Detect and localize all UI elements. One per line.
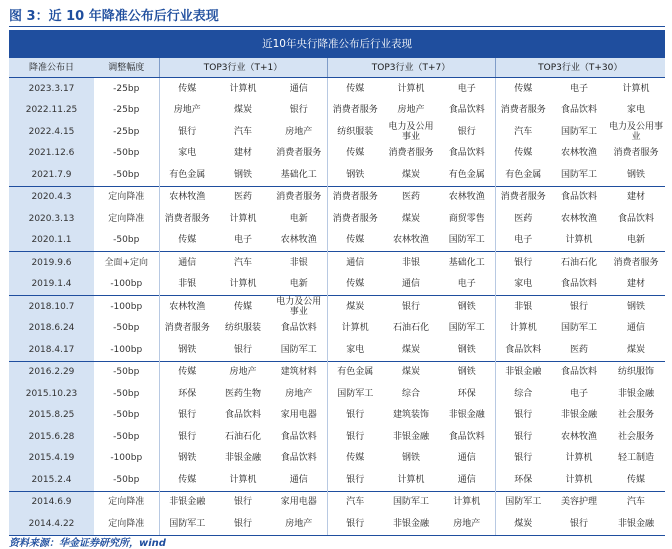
industry-cell-t30: 国防军工 <box>560 126 597 137</box>
industry-cell-t1: 家用电器 <box>280 410 317 421</box>
industry-cell-t7: 国防军工 <box>383 491 439 513</box>
industry-cell-t7: 计算机 <box>397 83 425 94</box>
industry-cell-t1: 汽车 <box>215 252 271 274</box>
industry-cell-t30: 国防军工 <box>560 323 597 334</box>
table-row <box>9 469 665 491</box>
industry-cell-t30: 计算机 <box>495 318 551 340</box>
industry-cell-t1: 纺织服装 <box>224 323 261 334</box>
industry-cell-t1: 农林牧渔 <box>159 296 215 318</box>
cut-size-cell: -50bp <box>94 361 159 383</box>
cut-date-cell: 2015.2.4 <box>9 469 94 491</box>
industry-cell-t1: 食品饮料 <box>280 453 317 464</box>
industry-cell-t1: 银行 <box>215 513 271 535</box>
industry-cell-t30: 美容护理 <box>551 491 607 513</box>
industry-cell-t30: 银行 <box>551 296 607 318</box>
industry-cell-t1: 电力及公用事业 <box>271 296 327 318</box>
industry-cell-t7: 通信 <box>457 453 476 464</box>
header-top3-t7: TOP3行业（T+7） <box>327 58 495 78</box>
industry-cell-t1: 家用电器 <box>271 491 327 513</box>
industry-cell-t30: 农林牧渔 <box>560 148 597 159</box>
cut-date-cell: 2015.4.19 <box>9 448 94 470</box>
industry-cell-t30: 食品饮料 <box>551 361 607 383</box>
industry-cell-t1: 银行 <box>159 405 215 427</box>
table-row <box>9 230 665 252</box>
industry-cell-t1: 有色金属 <box>159 164 215 186</box>
industry-cell-t30: 农林牧渔 <box>560 431 597 442</box>
industry-cell-t7: 房地产 <box>439 513 495 535</box>
industry-cell-t30: 食品饮料 <box>495 339 551 361</box>
industry-cell-t7: 农林牧渔 <box>439 186 495 208</box>
industry-cell-t1: 银行 <box>215 491 271 513</box>
cut-date-cell: 2018.10.7 <box>9 296 94 318</box>
industry-cell-t1: 房地产 <box>159 100 215 122</box>
industry-cell-t7: 食品饮料 <box>448 431 485 442</box>
industry-cell-t7: 纺织服装 <box>327 121 383 143</box>
industry-cell-t1: 家电 <box>159 143 215 165</box>
cut-date-cell: 2022.11.25 <box>9 100 94 122</box>
industry-cell-t1: 国防军工 <box>159 513 215 535</box>
industry-cell-t7: 商贸零售 <box>448 213 485 224</box>
industry-cell-t7: 煤炭 <box>401 169 420 180</box>
industry-cell-t7: 传媒 <box>327 274 383 296</box>
industry-cell-t1: 通信 <box>159 252 215 274</box>
header-top3-t30: TOP3行业（T+30） <box>495 58 665 78</box>
cut-size-cell: -100bp <box>110 279 143 290</box>
title-rule <box>9 26 665 27</box>
industry-cell-t1: 计算机 <box>229 279 257 290</box>
industry-cell-t1: 环保 <box>159 383 215 405</box>
industry-cell-t1: 计算机 <box>229 474 257 485</box>
table-row <box>9 361 665 383</box>
industry-cell-t7: 农林牧渔 <box>392 235 429 246</box>
industry-cell-t30: 消费者服务 <box>613 148 659 159</box>
industry-cell-t1: 传媒 <box>159 361 215 383</box>
industry-cell-t7: 非银金融 <box>448 410 485 421</box>
industry-cell-t1: 计算机 <box>229 213 257 224</box>
cut-date-cell: 2021.7.9 <box>9 164 94 186</box>
industry-cell-t30: 社会服务 <box>618 431 655 442</box>
industry-cell-t30: 电新 <box>627 235 646 246</box>
table-body <box>9 78 665 536</box>
industry-cell-t30: 食品饮料 <box>560 105 597 116</box>
cut-size-cell: -50bp <box>113 148 140 159</box>
table-row <box>9 383 665 405</box>
industry-cell-t7: 汽车 <box>327 491 383 513</box>
table-row <box>9 426 665 448</box>
industry-cell-t30: 建材 <box>627 279 646 290</box>
industry-cell-t1: 医药生物 <box>224 388 261 399</box>
industry-cell-t30: 环保 <box>495 469 551 491</box>
industry-cell-t30: 农林牧渔 <box>560 213 597 224</box>
industry-cell-t7: 有色金属 <box>448 169 485 180</box>
table-row <box>9 318 665 340</box>
industry-cell-t7: 房地产 <box>397 105 425 116</box>
cut-size-cell: -25bp <box>113 83 140 94</box>
industry-cell-t1: 通信 <box>289 474 308 485</box>
table-row <box>9 186 665 208</box>
industry-cell-t1: 国防军工 <box>280 344 317 355</box>
industry-cell-t7: 传媒 <box>327 78 383 100</box>
industry-cell-t30: 医药 <box>569 344 588 355</box>
table-row <box>9 491 665 513</box>
industry-cell-t1: 传媒 <box>159 78 215 100</box>
industry-cell-t30: 石油石化 <box>551 252 607 274</box>
industry-cell-t30: 银行 <box>551 513 607 535</box>
industry-cell-t30: 计算机 <box>565 453 593 464</box>
industry-cell-t1: 建筑材料 <box>271 361 327 383</box>
cut-date-cell: 2016.2.29 <box>9 361 94 383</box>
industry-cell-t1: 基础化工 <box>280 169 317 180</box>
industry-cell-t1: 通信 <box>289 83 308 94</box>
table-title: 近10年央行降准公布后行业表现 <box>9 30 665 58</box>
industry-cell-t7: 银行 <box>457 126 476 137</box>
industry-cell-t1: 传媒 <box>159 230 215 252</box>
industry-cell-t30: 通信 <box>627 323 646 334</box>
industry-cell-t7: 煤炭 <box>327 296 383 318</box>
cut-size-cell: -100bp <box>94 296 159 318</box>
industry-cell-t30: 汽车 <box>607 491 665 513</box>
industry-cell-t30: 非银金融 <box>495 361 551 383</box>
industry-cell-t7: 银行 <box>327 469 383 491</box>
cut-date-cell: 2015.8.25 <box>9 405 94 427</box>
industry-cell-t30: 钢铁 <box>627 169 646 180</box>
industry-cell-t1: 房地产 <box>285 388 313 399</box>
industry-cell-t7: 消费者服务 <box>388 148 434 159</box>
industry-cell-t1: 传媒 <box>215 296 271 318</box>
cut-size-cell: 定向降准 <box>94 491 159 513</box>
industry-cell-t7: 医药 <box>383 186 439 208</box>
cut-size-cell: -100bp <box>110 453 143 464</box>
industry-cell-t7: 通信 <box>457 474 476 485</box>
table-row <box>9 100 665 122</box>
industry-cell-t7: 通信 <box>401 279 420 290</box>
industry-cell-t1: 传媒 <box>159 469 215 491</box>
industry-cell-t7: 食品饮料 <box>448 105 485 116</box>
industry-cell-t30: 电子 <box>495 230 551 252</box>
cut-size-cell: -50bp <box>113 474 140 485</box>
industry-cell-t7: 建筑装饰 <box>392 410 429 421</box>
industry-cell-t30: 银行 <box>495 252 551 274</box>
industry-cell-t1: 煤炭 <box>233 105 252 116</box>
cut-size-cell: -100bp <box>110 344 143 355</box>
industry-cell-t7: 钢铁 <box>327 164 383 186</box>
table-row <box>9 405 665 427</box>
industry-cell-t7: 电子 <box>457 279 476 290</box>
industry-cell-t1: 计算机 <box>229 83 257 94</box>
industry-cell-t1: 非银金融 <box>224 453 261 464</box>
industry-cell-t1: 汽车 <box>233 126 252 137</box>
industry-cell-t7: 消费者服务 <box>327 208 383 230</box>
industry-cell-t7: 钢铁 <box>401 453 420 464</box>
industry-cell-t1: 食品饮料 <box>280 431 317 442</box>
industry-cell-t30: 消费者服务 <box>607 252 665 274</box>
table-row <box>9 513 665 535</box>
cut-date-cell: 2015.10.23 <box>9 383 94 405</box>
industry-cell-t30: 传媒 <box>495 78 551 100</box>
cut-size-cell: -50bp <box>113 235 140 246</box>
industry-cell-t7: 银行 <box>383 296 439 318</box>
industry-cell-t1: 非银 <box>271 252 327 274</box>
industry-cell-t30: 家电 <box>495 274 551 296</box>
industry-cell-t30: 银行 <box>495 448 551 470</box>
cut-date-cell: 2019.9.6 <box>9 252 94 274</box>
industry-cell-t7: 家电 <box>327 339 383 361</box>
figure-title: 图 3：近 10 年降准公布后行业表现 <box>9 9 219 24</box>
industry-cell-t1: 非银 <box>159 274 215 296</box>
table-row <box>9 78 665 100</box>
industry-cell-t7: 银行 <box>327 405 383 427</box>
cut-size-cell: 定向降准 <box>108 213 145 224</box>
industry-cell-t7: 计算机 <box>397 474 425 485</box>
industry-cell-t7: 消费者服务 <box>327 100 383 122</box>
industry-cell-t30: 汽车 <box>495 121 551 143</box>
industry-cell-t7: 国防军工 <box>448 323 485 334</box>
cut-size-cell: 定向降准 <box>94 186 159 208</box>
industry-cell-t1: 石油石化 <box>224 431 261 442</box>
industry-cell-t7: 传媒 <box>327 230 383 252</box>
industry-cell-t7: 传媒 <box>327 143 383 165</box>
cut-date-cell: 2019.1.4 <box>9 274 94 296</box>
header-date: 降准公布日 <box>9 58 94 78</box>
industry-cell-t7: 钢铁 <box>439 296 495 318</box>
table-row <box>9 252 665 274</box>
industry-cell-t1: 电新 <box>289 279 308 290</box>
industry-cell-t1: 非银金融 <box>159 491 215 513</box>
industry-cell-t7: 计算机 <box>327 318 383 340</box>
industry-cell-t7: 消费者服务 <box>327 186 383 208</box>
industry-cell-t30: 消费者服务 <box>495 100 551 122</box>
industry-cell-t1: 医药 <box>215 186 271 208</box>
industry-cell-t7: 煤炭 <box>401 344 420 355</box>
cut-date-cell: 2020.4.3 <box>9 186 94 208</box>
industry-cell-t30: 轻工制造 <box>618 453 655 464</box>
industry-cell-t30: 银行 <box>495 426 551 448</box>
industry-cell-t7: 有色金属 <box>327 361 383 383</box>
industry-cell-t7: 煤炭 <box>401 213 420 224</box>
cut-size-cell: -50bp <box>113 431 140 442</box>
industry-cell-t30: 计算机 <box>565 474 593 485</box>
industry-cell-t30: 综合 <box>495 383 551 405</box>
industry-cell-t30: 煤炭 <box>495 513 551 535</box>
industry-cell-t1: 建材 <box>233 148 252 159</box>
industry-cell-t1: 钢铁 <box>159 448 215 470</box>
industry-cell-t1: 农林牧渔 <box>280 235 317 246</box>
cut-size-cell: 定向降准 <box>94 513 159 535</box>
industry-cell-t30: 电子 <box>569 83 588 94</box>
industry-cell-t1: 电新 <box>289 213 308 224</box>
industry-cell-t30: 医药 <box>495 208 551 230</box>
industry-cell-t1: 食品饮料 <box>280 323 317 334</box>
cut-size-cell: -50bp <box>113 169 140 180</box>
industry-cell-t1: 银行 <box>289 105 308 116</box>
industry-cell-t30: 建材 <box>607 186 665 208</box>
industry-cell-t1: 房地产 <box>215 361 271 383</box>
industry-cell-t1: 银行 <box>159 426 215 448</box>
industry-cell-t1: 钢铁 <box>233 169 252 180</box>
industry-cell-t30: 消费者服务 <box>495 186 551 208</box>
industry-cell-t30: 社会服务 <box>618 410 655 421</box>
table-row <box>9 208 665 230</box>
cut-size-cell: -25bp <box>113 126 140 137</box>
industry-cell-t30: 银行 <box>495 405 551 427</box>
source-note: 资料来源：华金证券研究所，wind <box>9 538 166 549</box>
cut-date-cell: 2015.6.28 <box>9 426 94 448</box>
industry-cell-t30: 有色金属 <box>495 164 551 186</box>
industry-cell-t1: 钢铁 <box>159 339 215 361</box>
cut-date-cell: 2018.6.24 <box>9 318 94 340</box>
table-row <box>9 121 665 143</box>
cut-date-cell: 2020.3.13 <box>9 208 94 230</box>
industry-cell-t7: 非银金融 <box>383 513 439 535</box>
industry-cell-t1: 食品饮料 <box>224 410 261 421</box>
industry-cell-t30: 传媒 <box>495 143 551 165</box>
industry-cell-t30: 食品饮料 <box>551 186 607 208</box>
industry-cell-t7: 国防军工 <box>448 235 485 246</box>
industry-cell-t30: 电子 <box>569 388 588 399</box>
industry-cell-t30: 非银金融 <box>607 513 665 535</box>
industry-cell-t30: 家电 <box>627 105 646 116</box>
table-row <box>9 164 665 186</box>
cut-date-cell: 2021.12.6 <box>9 143 94 165</box>
cut-size-cell: 全面+定向 <box>94 252 159 274</box>
industry-cell-t7: 综合 <box>401 388 420 399</box>
cut-date-cell: 2018.4.17 <box>9 339 94 361</box>
cut-size-cell: -25bp <box>113 105 140 116</box>
table-row <box>9 143 665 165</box>
industry-cell-t30: 煤炭 <box>627 344 646 355</box>
industry-cell-t1: 房地产 <box>285 126 313 137</box>
table-row <box>9 274 665 296</box>
industry-cell-t30: 国防军工 <box>560 169 597 180</box>
industry-cell-t7: 基础化工 <box>439 252 495 274</box>
industry-cell-t30: 计算机 <box>565 235 593 246</box>
industry-cell-t1: 消费者服务 <box>276 148 322 159</box>
cut-date-cell: 2014.6.9 <box>9 491 94 513</box>
industry-cell-t30: 纺织服饰 <box>607 361 665 383</box>
industry-cell-t30: 食品饮料 <box>560 279 597 290</box>
header-top3-t1: TOP3行业（T+1） <box>159 58 327 78</box>
cut-size-cell: -50bp <box>113 410 140 421</box>
industry-cell-t7: 钢铁 <box>439 361 495 383</box>
table-row <box>9 296 665 318</box>
industry-cell-t30: 非银 <box>495 296 551 318</box>
industry-cell-t30: 计算机 <box>622 83 650 94</box>
table-row <box>9 448 665 470</box>
industry-cell-t1: 消费者服务 <box>159 208 215 230</box>
industry-cell-t7: 通信 <box>327 252 383 274</box>
industry-cell-t7: 计算机 <box>439 491 495 513</box>
industry-cell-t1: 房地产 <box>271 513 327 535</box>
industry-cell-t7: 食品饮料 <box>448 148 485 159</box>
cut-date-cell: 2023.3.17 <box>9 78 94 100</box>
industry-cell-t1: 消费者服务 <box>271 186 327 208</box>
industry-cell-t1: 电子 <box>233 235 252 246</box>
industry-cell-t1: 银行 <box>233 344 252 355</box>
industry-cell-t7: 传媒 <box>327 448 383 470</box>
industry-cell-t7: 钢铁 <box>457 344 476 355</box>
industry-cell-t7: 环保 <box>457 388 476 399</box>
industry-cell-t7: 银行 <box>327 513 383 535</box>
table-row <box>9 339 665 361</box>
industry-cell-t30: 非银金融 <box>560 410 597 421</box>
industry-cell-t30: 非银金融 <box>618 388 655 399</box>
industry-cell-t7: 银行 <box>327 426 383 448</box>
cut-date-cell: 2020.1.1 <box>9 230 94 252</box>
industry-cell-t30: 钢铁 <box>607 296 665 318</box>
industry-cell-t7: 电子 <box>457 83 476 94</box>
industry-cell-t7: 石油石化 <box>392 323 429 334</box>
rrr-cut-table <box>9 30 665 536</box>
industry-cell-t1: 银行 <box>159 121 215 143</box>
industry-cell-t1: 消费者服务 <box>159 318 215 340</box>
cut-size-cell: -50bp <box>113 388 140 399</box>
industry-cell-t1: 农林牧渔 <box>159 186 215 208</box>
header-cut: 调整幅度 <box>94 58 159 78</box>
cut-date-cell: 2022.4.15 <box>9 121 94 143</box>
industry-cell-t7: 电力及公用事业 <box>388 121 434 142</box>
industry-cell-t7: 国防军工 <box>327 383 383 405</box>
industry-cell-t7: 非银金融 <box>392 431 429 442</box>
industry-cell-t30: 食品饮料 <box>618 213 655 224</box>
industry-cell-t7: 非银 <box>383 252 439 274</box>
industry-cell-t30: 电力及公用事业 <box>609 121 664 142</box>
industry-cell-t30: 传媒 <box>627 474 646 485</box>
cut-date-cell: 2014.4.22 <box>9 513 94 535</box>
industry-cell-t7: 煤炭 <box>383 361 439 383</box>
cut-size-cell: -50bp <box>113 323 140 334</box>
industry-cell-t30: 国防军工 <box>495 491 551 513</box>
